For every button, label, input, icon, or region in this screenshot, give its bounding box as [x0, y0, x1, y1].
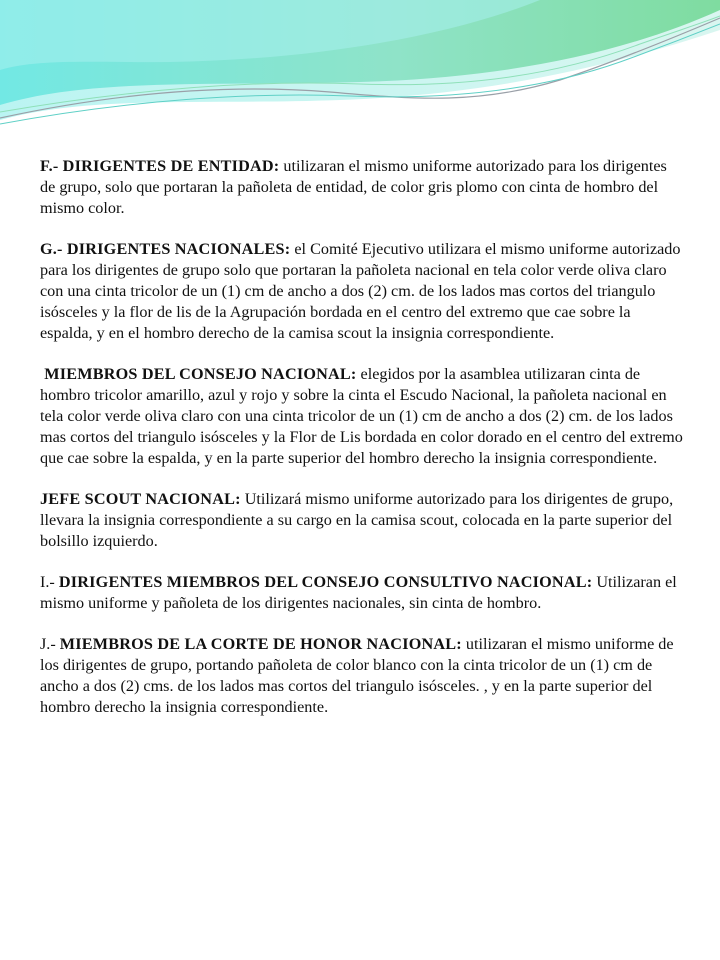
paragraph-j-corte-de-honor: [40, 634, 684, 718]
paragraph-i-consejo-consultivo: [40, 572, 684, 614]
paragraph-text: Utilizaran el mismo uniforme y pañoleta de los dirigentes nacionales, sin cinta de hombro.: [40, 573, 677, 612]
paragraph-jefe-scout-nacional: [40, 489, 684, 552]
paragraph-f-dirigentes-entidad: [40, 156, 684, 219]
paragraph-heading: DIRIGENTES MIEMBROS DEL CONSEJO CONSULTIVO NACIONAL:: [58, 573, 593, 591]
document-body: [40, 156, 684, 738]
paragraph-text: elegidos por la asamblea utilizaran cinta de hombro tricolor amarillo, azul y rojo y sobre la cinta el Escudo Nacional, la pañoleta nacional en tela color verde oliva claro con una cinta tricolor de un (1) cm de ancho a dos (2) cm. de los lados mas cortos del triangulo isósceles y la Flor de Lis bordada en color dorado en el centro del extremo que cae sobre la espalda, y en la parte superior del hombro derecho la insignia correspondiente.: [40, 365, 683, 467]
paragraph-heading: JEFE SCOUT NACIONAL:: [40, 490, 241, 508]
paragraph-text: utilizaran el mismo uniforme autorizado para los dirigentes de grupo, solo que portaran la pañoleta de entidad, de color gris plomo con cinta de hombro del mismo color.: [40, 157, 667, 217]
paragraph-heading: MIEMBROS DE LA CORTE DE HONOR NACIONAL:: [59, 635, 462, 653]
paragraph-prefix: I.-: [40, 573, 59, 591]
paragraph-heading: F.- DIRIGENTES DE ENTIDAD:: [40, 157, 280, 175]
paragraph-g-dirigentes-nacionales: [40, 239, 684, 344]
paragraph-heading: MIEMBROS DEL CONSEJO NACIONAL:: [40, 365, 357, 383]
paragraph-text: el Comité Ejecutivo utilizara el mismo uniforme autorizado para los dirigentes de grupo solo que portaran la pañoleta nacional en tela color verde oliva claro con una cinta tricolor de un (1) cm de ancho a dos (2) cm. de los lados mas cortos del triangulo isósceles y la flor de lis de la Agrupación bordada en el centro del extremo que cae sobre la espalda, y en el hombro derecho de la camisa scout la insignia correspondiente.: [40, 240, 681, 342]
paragraph-prefix: J.-: [40, 635, 60, 653]
header-wave-decoration: [0, 0, 720, 140]
paragraph-text: Utilizará mismo uniforme autorizado para los dirigentes de grupo, llevara la insignia correspondiente a su cargo en la camisa scout, colocada en la parte superior del bolsillo izquierdo.: [40, 490, 674, 550]
paragraph-heading: G.- DIRIGENTES NACIONALES:: [40, 240, 291, 258]
paragraph-miembros-consejo-nacional: [40, 364, 684, 469]
paragraph-text: utilizaran el mismo uniforme de los dirigentes de grupo, portando pañoleta de color blanco con la cinta tricolor de un (1) cm de ancho a dos (2) cms. de los lados mas cortos del triangulo isósceles. , y en la parte superior del hombro derecho la insignia correspondiente.: [40, 635, 674, 716]
